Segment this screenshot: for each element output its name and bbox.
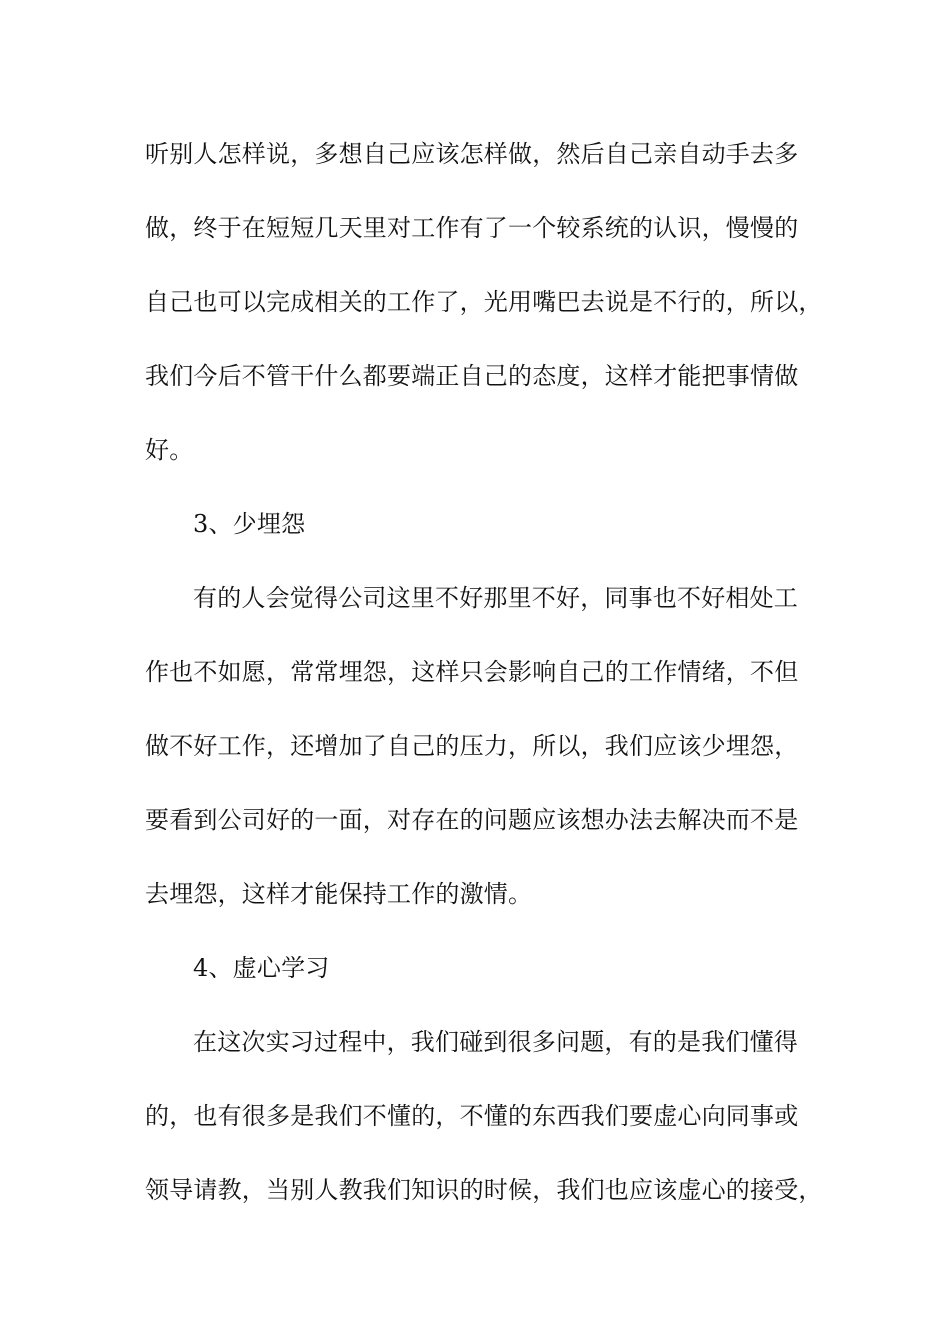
body-text-line: 好。 [145, 436, 194, 464]
body-text-line: 要看到公司好的一面，对存在的问题应该想办法去解决而不是 [145, 806, 799, 834]
body-text-line: 领导请教，当别人教我们知识的时候，我们也应该虚心的接受， [145, 1176, 823, 1204]
section-heading: 3、少埋怨 [193, 510, 306, 538]
body-text-line: 作也不如愿，常常埋怨，这样只会影响自己的工作情绪，不但 [145, 658, 799, 686]
body-text-line: 我们今后不管干什么都要端正自己的态度，这样才能把事情做 [145, 362, 799, 390]
body-text-line: 的，也有很多是我们不懂的，不懂的东西我们要虚心向同事或 [145, 1102, 799, 1130]
body-text-line: 在这次实习过程中，我们碰到很多问题，有的是我们懂得 [193, 1028, 798, 1056]
body-text-line: 做，终于在短短几天里对工作有了一个较系统的认识，慢慢的 [145, 214, 799, 242]
body-text-line: 听别人怎样说，多想自己应该怎样做，然后自己亲自动手去多 [145, 140, 799, 168]
body-text-line: 有的人会觉得公司这里不好那里不好，同事也不好相处工 [193, 584, 798, 612]
body-text-line: 去埋怨，这样才能保持工作的激情。 [145, 880, 533, 908]
body-text-line: 做不好工作，还增加了自己的压力，所以，我们应该少埋怨， [145, 732, 799, 760]
body-text-line: 自己也可以完成相关的工作了，光用嘴巴去说是不行的，所以， [145, 288, 823, 316]
section-heading: 4、虚心学习 [193, 954, 330, 982]
